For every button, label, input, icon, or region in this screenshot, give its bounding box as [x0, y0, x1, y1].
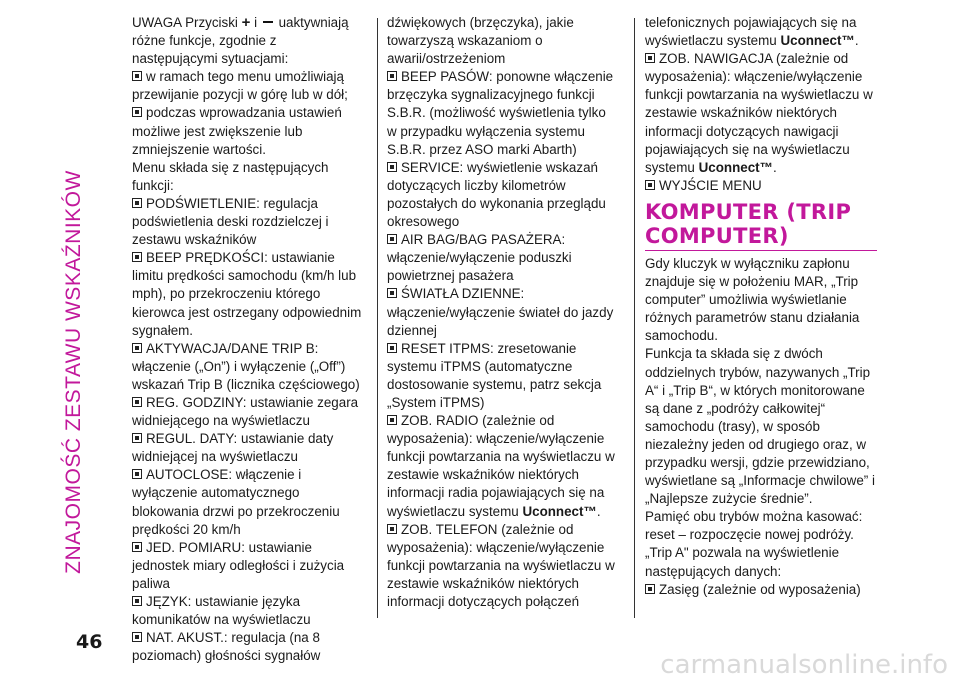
- chapter-side-title: ZNAJOMOŚĆ ZESTAWU WSKAŹNIKÓW: [62, 170, 85, 574]
- bullet-icon: [132, 433, 142, 443]
- bullet-icon: [387, 415, 397, 425]
- list-item-text: REGUL. DATY: ustawianie daty widniejącej na wyświetlaczu: [132, 431, 334, 465]
- bullet-icon: [132, 596, 142, 606]
- list-item-text: AIR BAG/BAG PASAŻERA: włączenie/wyłączenie poduszki powietrznej pasażera: [387, 232, 572, 284]
- bullet-icon: [132, 632, 142, 642]
- column-divider: [634, 18, 635, 618]
- list-item: [387, 231, 619, 285]
- list-item: [132, 68, 364, 104]
- brand-name: Uconnect™: [522, 503, 597, 519]
- list-item-text: PODŚWIETLENIE: regulacja podświetlenia deski rozdzielczej i zestawu wskaźników: [132, 195, 329, 248]
- page-number: 46: [76, 631, 103, 653]
- list-item: [132, 195, 364, 249]
- punctuation: .: [596, 503, 601, 519]
- list-item: [132, 539, 364, 593]
- list-item-text: WYJŚCIE MENU: [659, 177, 762, 193]
- bullet-icon: [132, 397, 142, 407]
- bullet-icon: [387, 524, 397, 534]
- list-item-text: w ramach tego menu umożliwiają przewijanie pozycji w górę lub w dół;: [132, 69, 348, 103]
- continued-text: [645, 14, 881, 50]
- column-1: [132, 14, 364, 665]
- section-heading: KOMPUTER (TRIP COMPUTER): [645, 200, 877, 251]
- list-item-text: NAT. AKUST.: regulacja (na 8 poziomach) głośności sygnałów: [132, 630, 321, 664]
- continued-text-body: telefonicznych pojawiających się na wyświetlaczu systemu: [645, 15, 857, 49]
- list-item-text: REG. GODZINY: ustawianie zegara widniejącego na wyświetlaczu: [132, 394, 359, 429]
- list-item: [645, 581, 881, 599]
- column-3: [645, 14, 881, 599]
- bullet-icon: [387, 162, 397, 172]
- list-item-text: ZOB. NAWIGACJA (zależnie od wyposażenia): włączenie/wyłączenie funkcji powtarzania na wyświetlaczu w zestawie wskaźników niektórych informacji dotyczących nawigacji pojawiających się na wyświetlaczu systemu: [645, 51, 873, 175]
- list-item: [132, 629, 364, 665]
- bullet-icon: [645, 584, 655, 594]
- list-item: [387, 412, 619, 521]
- punctuation: .: [854, 33, 859, 49]
- list-item: [132, 430, 364, 466]
- list-item: [645, 50, 881, 177]
- bullet-icon: [132, 107, 142, 117]
- column-divider: [377, 18, 378, 618]
- bullet-icon: [132, 469, 142, 479]
- minus-icon: [263, 21, 273, 23]
- list-item: [132, 394, 364, 430]
- paragraph: „Trip A" pozwala na wyświetlenie następujących danych:: [645, 545, 840, 579]
- list-item: [387, 521, 619, 611]
- list-item: [387, 159, 619, 231]
- column-2: [387, 14, 619, 611]
- intro-conjunction: i: [254, 15, 258, 30]
- bullet-icon: [645, 180, 655, 190]
- list-item-text: podczas wprowadzania ustawień możliwe jest zwiększenie lub zmniejszenie wartości.: [132, 105, 342, 157]
- list-item: [387, 340, 619, 412]
- list-item-text: JED. POMIARU: ustawianie jednostek miary odległości i zużycia paliwa: [132, 539, 345, 591]
- punctuation: .: [773, 159, 777, 175]
- watermark: carmanualsonline.info: [660, 650, 948, 680]
- bullet-icon: [387, 288, 397, 298]
- plus-symbol: +: [241, 14, 251, 31]
- list-item: [132, 593, 364, 629]
- list-item-text: SERVICE: wyświetlenie wskazań dotyczących liczby kilometrów pozostałych do wykonania przeglądu okresowego: [387, 159, 606, 230]
- list-item: [132, 340, 364, 394]
- list-item: [132, 249, 364, 339]
- list-item-text: AUTOCLOSE: włączenie i wyłączenie automatycznego blokowania drzwi po przekroczeniu prędkości 20 km/h: [132, 467, 340, 537]
- list-item: [645, 177, 881, 195]
- list-item-text: Zasięg (zależnie od wyposażenia): [659, 581, 861, 597]
- list-item-text: AKTYWACJA/DANE TRIP B: włączenie („On”) i wyłączenie („Off”) wskazań Trip B (licznika częściowego): [132, 340, 360, 392]
- continued-text: dźwiękowych (brzęczyka), jakie towarzyszą wskazaniom o awarii/ostrzeżeniom: [387, 15, 574, 67]
- bullet-icon: [132, 343, 142, 353]
- intro-text: UWAGA Przyciski: [132, 15, 238, 30]
- paragraph: Pamięć obu trybów można kasować: reset – rozpoczęcie nowej podróży.: [645, 509, 863, 543]
- list-item-text: ZOB. TELEFON (zależnie od wyposażenia): włączenie/wyłączenie funkcji powtarzania na wyświetlaczu w zestawie wskaźników niektórych informacji dotyczących połączeń: [387, 521, 615, 609]
- bullet-icon: [387, 71, 397, 81]
- bullet-icon: [645, 53, 655, 63]
- intro-paragraph: [132, 14, 364, 68]
- brand-name: Uconnect™: [698, 159, 773, 175]
- bullet-icon: [132, 252, 142, 262]
- list-item: [387, 285, 619, 339]
- paragraph: Gdy kluczyk w wyłączniku zapłonu znajduje się w położeniu MAR, „Trip computer” umożliwia wyświetlanie różnych parametrów stanu działania samochodu.: [645, 255, 860, 344]
- bullet-icon: [132, 71, 142, 81]
- intro-text-cont: uaktywniają różne funkcje, zgodnie z następującymi sytuacjami:: [132, 15, 349, 67]
- list-item-text: ZOB. RADIO (zależnie od wyposażenia): włączenie/wyłączenie funkcji powtarzania na wyświetlaczu w zestawie wskaźników niektórych informacji radia pojawiających się na wyświetlaczu systemu: [387, 413, 615, 519]
- list-item-text: BEEP PRĘDKOŚCI: ustawianie limitu prędkości samochodu (km/h lub mph), po przekroczeniu którego kierowca jest ostrzegany odpowiednim sygnałem.: [132, 250, 362, 338]
- list-item: [387, 68, 619, 158]
- bullet-icon: [387, 343, 397, 353]
- menu-intro: Menu składa się z następujących funkcji:: [132, 159, 329, 193]
- list-item-text: BEEP PASÓW: ponowne włączenie brzęczyka sygnalizacyjnego funkcji S.B.R. (możliwość wyświetlenia tylko w przypadku wyłączenia systemu S.B.R. przez ASO marki Abarth): [387, 69, 614, 157]
- list-item-text: RESET ITPMS: zresetowanie systemu iTPMS (automatyczne dostosowanie systemu, patrz sekcja „System iTPMS): [387, 340, 602, 410]
- bullet-icon: [132, 542, 142, 552]
- list-item: [132, 104, 364, 158]
- list-item-text: JĘZYK: ustawianie języka komunikatów na wyświetlaczu: [132, 594, 311, 628]
- bullet-icon: [132, 198, 142, 208]
- bullet-icon: [387, 234, 397, 244]
- paragraph: Funkcja ta składa się z dwóch oddzielnych trybów, nazywanych „Trip A“ i „Trip B“, w których monitorowane są dane z „podróży całkowitej“ samochodu (trasy), w sposób niezależny jeden od drugiego oraz, w przypadku wersji, gdzie przewidziano, wyświetlane są „Informacje chwilowe” i „Najlepsze zużycie średnie”.: [645, 346, 875, 507]
- list-item: [132, 466, 364, 538]
- brand-name: Uconnect™: [780, 33, 855, 49]
- list-item-text: ŚWIATŁA DZIENNE: włączenie/wyłączenie świateł do jazdy dziennej: [387, 286, 614, 338]
